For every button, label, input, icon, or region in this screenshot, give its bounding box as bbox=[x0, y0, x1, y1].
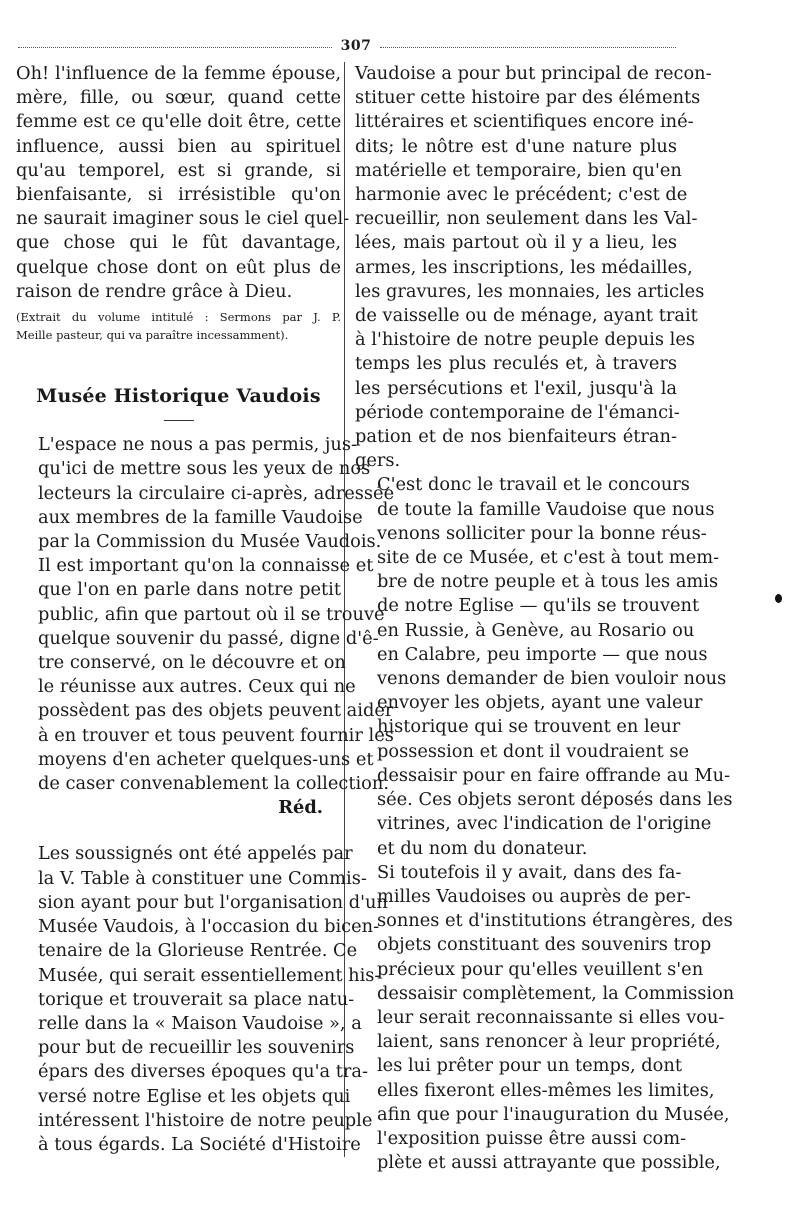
text-line: et du nom du donateur. bbox=[377, 837, 588, 859]
text-line: à l'histoire de notre peuple depuis les bbox=[355, 329, 695, 351]
text-line: recueillir, non seulement dans les Val- bbox=[355, 208, 698, 230]
text-line: littéraires et scientifiques encore iné- bbox=[355, 111, 694, 133]
text-line: possession et dont il voudraient se bbox=[377, 740, 690, 762]
text-line: possèdent pas des objets peuvent aider bbox=[38, 700, 394, 722]
text-line: sée. Ces objets seront déposés dans les bbox=[377, 789, 733, 811]
text-line: influence, aussi bien au spirituel bbox=[16, 135, 341, 157]
text-line: lées, mais partout où il y a lieu, les bbox=[355, 232, 677, 254]
text-line: historique qui se trouvent en leur bbox=[377, 716, 681, 738]
text-line: Meille pasteur, qui va paraître incessamment). bbox=[16, 328, 289, 343]
text-line: à tous égards. La Société d'Histoire bbox=[38, 1133, 361, 1155]
text-line: pation et de nos bienfaiteurs étran- bbox=[355, 426, 677, 448]
text-line: que chose qui le fût davantage, bbox=[16, 232, 341, 254]
text-line: de toute la famille Vaudoise que nous bbox=[377, 498, 715, 520]
text-line: leur serait reconnaissante si elles vou- bbox=[377, 1006, 725, 1028]
text-line: précieux pour qu'elles veuillent s'en bbox=[377, 958, 704, 980]
page-header bbox=[18, 38, 678, 58]
text-line: torique et trouverait sa place natu- bbox=[38, 988, 355, 1010]
text-line: temps les plus reculés et, à travers bbox=[355, 353, 677, 375]
source-note bbox=[16, 308, 341, 344]
text-line: Il est important qu'on la connaisse et bbox=[38, 555, 374, 577]
text-line: mère, fille, ou sœur, quand cette bbox=[16, 87, 341, 109]
text-line: plète et aussi attrayante que possible, bbox=[377, 1152, 721, 1174]
text-line: bre de notre peuple et à tous les amis bbox=[377, 571, 719, 593]
text-line: tenaire de la Glorieuse Rentrée. Ce bbox=[38, 940, 358, 962]
text-line: bienfaisante, si irrésistible qu'on bbox=[16, 184, 341, 206]
text-line: public, afin que partout où il se trouve bbox=[38, 603, 385, 625]
text-line: Musée, qui serait essentiellement his- bbox=[38, 964, 381, 986]
text-line: venons demander de bien vouloir nous bbox=[377, 668, 727, 690]
text-line: pour but de recueillir les souvenirs bbox=[38, 1037, 355, 1059]
text-line: Oh! l'influence de la femme épouse, bbox=[16, 63, 341, 84]
circular-paragraph bbox=[16, 842, 388, 1157]
text-line: raison de rendre grâce à Dieu. bbox=[16, 280, 293, 302]
text-line: C'est donc le travail et le concours bbox=[377, 474, 690, 496]
text-line: de notre Eglise — qu'ils se trouvent bbox=[377, 595, 700, 617]
text-line: L'espace ne nous a pas permis, jus- bbox=[38, 434, 357, 456]
text-line: moyens d'en acheter quelques-uns et bbox=[38, 748, 374, 770]
text-line: les lui prêter pour un temps, dont bbox=[377, 1055, 682, 1077]
text-line: qu'au temporel, est si grande, si bbox=[16, 159, 341, 181]
text-line: Musée Vaudois, à l'occasion du bicen- bbox=[38, 916, 380, 938]
text-line: relle dans la « Maison Vaudoise », a bbox=[38, 1012, 362, 1034]
text-line: à en trouver et tous peuvent fournir les bbox=[38, 724, 394, 746]
text-line: dessaisir complètement, la Commission bbox=[377, 982, 735, 1004]
text-line: objets constituant des souvenirs trop bbox=[377, 934, 712, 956]
text-line: aux membres de la famille Vaudoise bbox=[38, 506, 363, 528]
appeal-paragraph bbox=[355, 473, 733, 860]
text-line: envoyer les objets, ayant une valeur bbox=[377, 692, 703, 714]
text-line: la V. Table à constituer une Commis- bbox=[38, 867, 367, 889]
text-line: venons solliciter pour la bonne réus- bbox=[377, 522, 707, 544]
editor-signature: Réd. bbox=[278, 797, 323, 819]
text-line: les persécutions et l'exil, jusqu'à la bbox=[355, 377, 677, 399]
text-line: laient, sans renoncer à leur propriété, bbox=[377, 1031, 721, 1053]
text-line: quelque souvenir du passé, digne d'ê- bbox=[38, 627, 379, 649]
text-line: site de ce Musée, et c'est à tout mem- bbox=[377, 547, 720, 569]
text-line: qu'ici de mettre sous les yeux de nos bbox=[38, 458, 371, 480]
text-line: armes, les inscriptions, les médailles, bbox=[355, 256, 693, 278]
text-line: Vaudoise a pour but principal de recon- bbox=[355, 63, 712, 84]
text-line: quelque chose dont on eût plus de bbox=[16, 256, 341, 278]
text-line: intéressent l'histoire de notre peuple bbox=[38, 1109, 373, 1131]
text-line: harmonie avec le précédent; c'est de bbox=[355, 184, 688, 206]
text-line: matérielle et temporaire, bien qu'en bbox=[355, 159, 682, 181]
text-line: versé notre Eglise et les objets qui bbox=[38, 1085, 351, 1107]
text-line: épars des diverses époques qu'a tra- bbox=[38, 1061, 369, 1083]
text-line: stituer cette histoire par des éléments bbox=[355, 87, 701, 109]
section-title: Musée Historique Vaudois bbox=[36, 385, 321, 408]
text-line: afin que pour l'inauguration du Musée, bbox=[377, 1103, 730, 1125]
text-line: elles fixeront elles-mêmes les limites, bbox=[377, 1079, 715, 1101]
text-line: milles Vaudoises ou auprès de per- bbox=[377, 885, 691, 907]
right-column bbox=[355, 62, 735, 1175]
text-line: (Extrait du volume intitulé : Sermons par J. P. bbox=[16, 310, 341, 325]
text-line: Les soussignés ont été appelés par bbox=[38, 843, 353, 865]
text-line: tre conservé, on le découvre et on bbox=[38, 652, 346, 674]
text-line: gers. bbox=[355, 450, 401, 472]
text-line: en Russie, à Genève, au Rosario ou bbox=[377, 619, 695, 641]
ink-mark bbox=[775, 594, 782, 603]
text-line: période contemporaine de l'émanci- bbox=[355, 401, 680, 423]
title-rule bbox=[164, 420, 194, 421]
text-line: lecteurs la circulaire ci-après, adressée bbox=[38, 482, 395, 504]
text-line: dessaisir pour en faire offrande au Mu- bbox=[377, 764, 731, 786]
header-rule-right bbox=[380, 47, 676, 48]
text-line: Si toutefois il y avait, dans des fa- bbox=[377, 861, 682, 883]
text-line: dits; le nôtre est d'une nature plus bbox=[355, 135, 677, 157]
loan-paragraph bbox=[355, 861, 735, 1176]
text-line: les gravures, les monnaies, les articles bbox=[355, 280, 705, 302]
text-line: par la Commission du Musée Vaudois. bbox=[38, 531, 382, 553]
quote-paragraph bbox=[16, 62, 350, 304]
text-line: sion ayant pour but l'organisation d'un bbox=[38, 891, 388, 913]
text-line: femme est ce qu'elle doit être, cette bbox=[16, 111, 342, 133]
text-line: que l'on en parle dans notre petit bbox=[38, 579, 341, 601]
text-line: de caser convenablement la collection. bbox=[38, 773, 389, 795]
text-line: le réunisse aux autres. Ceux qui ne bbox=[38, 676, 356, 698]
text-line: sonnes et d'institutions étrangères, des bbox=[377, 910, 733, 932]
text-line: l'exposition puisse être aussi com- bbox=[377, 1127, 687, 1149]
museum-purpose-paragraph bbox=[355, 62, 712, 473]
page-number: 307 bbox=[340, 38, 372, 54]
text-line: vitrines, avec l'indication de l'origine bbox=[377, 813, 712, 835]
text-line: en Calabre, peu importe — que nous bbox=[377, 643, 708, 665]
header-rule-left bbox=[18, 47, 332, 48]
text-line: de vaisselle ou de ménage, ayant trait bbox=[355, 305, 698, 327]
text-line: ne saurait imaginer sous le ciel quel- bbox=[16, 208, 350, 230]
